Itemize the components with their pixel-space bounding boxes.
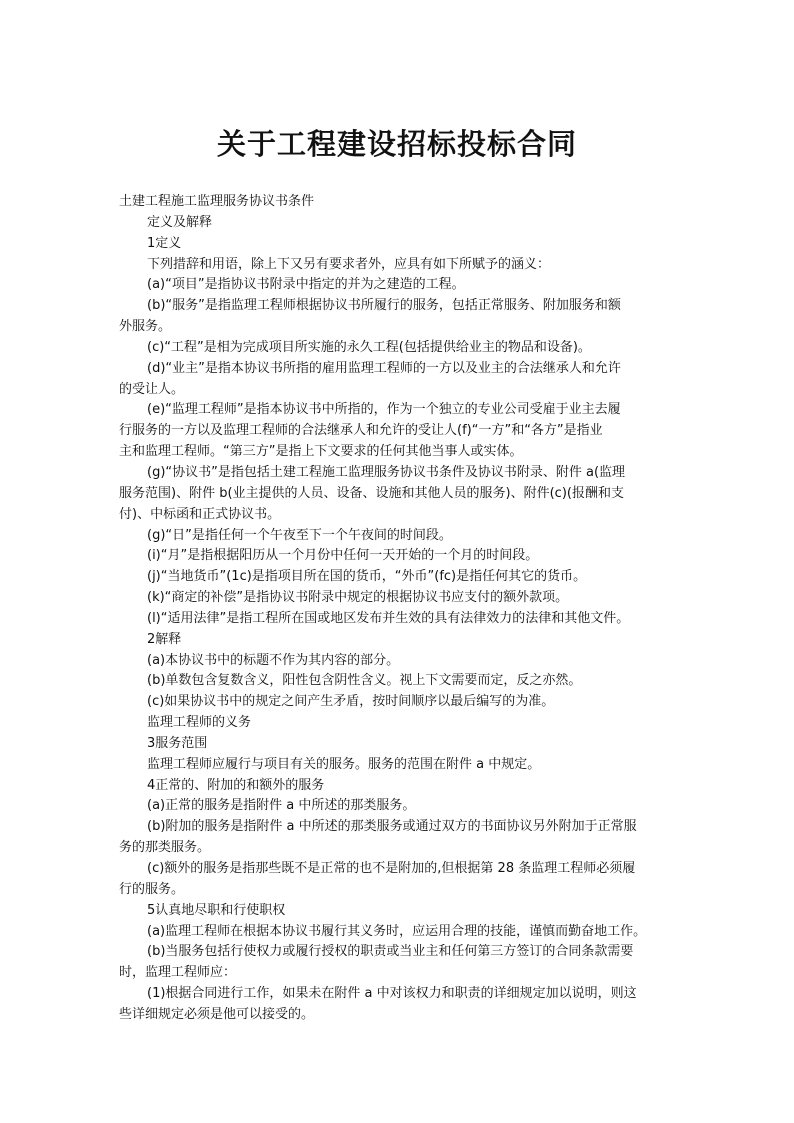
paragraph-line: (c)额外的服务是指那些既不是正常的也不是附加的,但根据第 28 条监理工程师必须履: [147, 861, 636, 876]
paragraph-line: 主和监理工程师。“第三方”是指上下文要求的任何其他当事人或实体。: [119, 444, 523, 460]
document-title: 关于工程建设招标投标合同: [216, 127, 577, 161]
paragraph-line: (i)“月”是指根据阳历从一个月份中任何一天开始的一个月的时间段。: [147, 548, 539, 564]
paragraph-line: 些详细规定必须是他可以接受的。: [119, 1006, 315, 1022]
paragraph-line: 付)、中标函和正式协议书。: [119, 506, 281, 522]
paragraph-line: 下列措辞和用语，除上下又另有要求者外，应具有如下所赋予的涵义：: [147, 256, 551, 272]
paragraph-line: (b)当服务包括行使权力或履行授权的职责或当业主和任何第三方签订的合同条款需要: [147, 944, 634, 960]
paragraph-line: (1)根据合同进行工作，如果未在附件 a 中对该权力和职责的详细规定加以说明，则这: [147, 986, 637, 1002]
clause-heading: 4正常的、附加的和额外的服务: [147, 777, 325, 793]
clause-heading: 1定义: [147, 235, 182, 251]
paragraph-line: (b)“服务”是指监理工程师根据协议书所履行的服务，包括正常服务、附加服务和额: [147, 298, 621, 314]
paragraph-line: 服务范围)、附件 b(业主提供的人员、设备、设施和其他人员的服务)、附件(c)(报酬和支: [119, 485, 624, 501]
paragraph-line: (g)“协议书”是指包括土建工程施工监理服务协议书条件及协议书附录、附件 a(监理: [147, 464, 626, 480]
paragraph-line: (b)附加的服务是指附件 a 中所述的那类服务或通过双方的书面协议另外附加于正常服: [147, 819, 637, 835]
section-heading: 定义及解释: [147, 214, 213, 230]
paragraph-line: (c)如果协议书中的规定之间产生矛盾，按时间顺序以最后编写的为准。: [147, 694, 555, 710]
document-body: [119, 192, 679, 1026]
paragraph-line: (a)本协议书中的标题不作为其内容的部分。: [147, 652, 400, 668]
paragraph-line: 务的那类服务。: [119, 840, 211, 856]
paragraph-line: (l)“适用法律”是指工程所在国或地区发布并生效的具有法律效力的法律和其他文件。: [147, 610, 630, 626]
paragraph-line: 行的服务。: [119, 881, 185, 897]
clause-heading: 3服务范围: [147, 735, 208, 751]
paragraph-line: 的受让人。: [119, 381, 185, 397]
paragraph-line: 监理工程师应履行与项目有关的服务。服务的范围在附件 a 中规定。: [147, 756, 541, 772]
paragraph-line: (g)“日”是指任何一个午夜至下一个午夜间的时间段。: [147, 527, 452, 543]
clause-heading: 2解释: [147, 631, 182, 647]
clause-heading: 5认真地尽职和行使职权: [147, 902, 286, 918]
paragraph-line: (d)“业主”是指本协议书所指的雇用监理工程师的一方以及业主的合法继承人和允许: [147, 360, 621, 376]
paragraph-line: (a)“项目”是指协议书附录中指定的并为之建造的工程。: [147, 277, 465, 293]
paragraph-line: (k)“商定的补偿”是指协议书附录中规定的根据协议书应支付的额外款项。: [147, 590, 569, 606]
paragraph-line: (c)“工程”是相为完成项目所实施的永久工程(包括提供给业主的物品和设备)。: [147, 339, 591, 355]
paragraph-line: 外服务。: [119, 319, 172, 335]
paragraph-line: (b)单数包含复数含义，阳性包含阴性含义。视上下文需要而定，反之亦然。: [147, 673, 582, 689]
paragraph-line: (a)正常的服务是指附件 a 中所述的那类服务。: [147, 798, 416, 814]
paragraph-line: (e)“监理工程师”是指本协议书中所指的，作为一个独立的专业公司受雇于业主去履: [147, 402, 621, 418]
section-heading: 土建工程施工监理服务协议书条件: [119, 194, 315, 209]
section-heading: 监理工程师的义务: [147, 715, 252, 731]
paragraph-line: 时，监理工程师应：: [119, 965, 237, 981]
paragraph-line: (a)监理工程师在根据本协议书履行其义务时，应运用合理的技能，谨慎而勤奋地工作。: [147, 923, 647, 939]
paragraph-line: 行服务的一方以及监理工程师的合法继承人和允许的受让人(f)“一方”和“各方”是指业: [119, 423, 603, 439]
paragraph-line: (j)“当地货币”(1c)是指项目所在国的货币，“外币”(fc)是指任何其它的货币。: [147, 569, 587, 585]
